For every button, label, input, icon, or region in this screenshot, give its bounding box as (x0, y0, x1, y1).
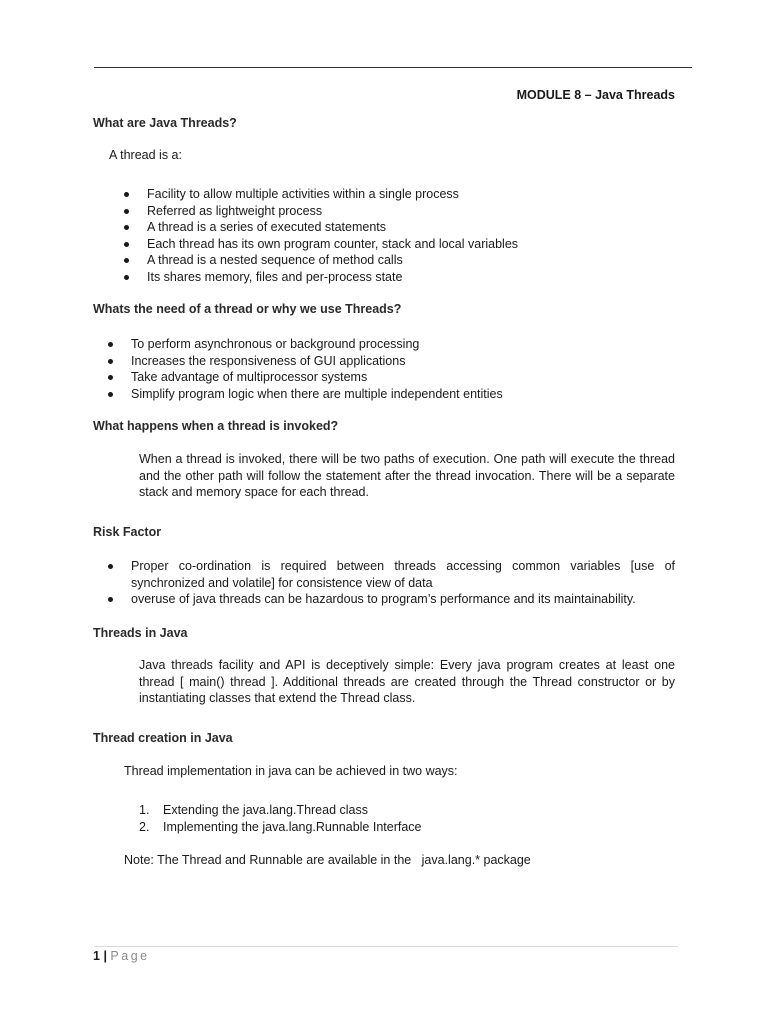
heading-risk-factor: Risk Factor (93, 525, 162, 539)
intro-a-thread-is: A thread is a: (109, 148, 182, 162)
creation-intro: Thread implementation in java can be achieved in two ways: (124, 764, 458, 778)
list-item: Each thread has its own program counter, stack and local variables (147, 236, 687, 253)
invoked-paragraph: When a thread is invoked, there will be two paths of execution. One path will execute the thread and the other path will follow the statement after the thread invocation. There will be a separate stack and memory space for each thread. (139, 452, 675, 500)
list-item: Referred as lightweight process (147, 203, 687, 220)
header-rule (94, 67, 692, 68)
list-item: 2. Implementing the java.lang.Runnable Interface (139, 819, 422, 834)
page-word: Page (110, 949, 150, 963)
list-item: 1. Extending the java.lang.Thread class (139, 803, 368, 817)
bullet-icon (108, 597, 113, 602)
bullet-icon (124, 242, 129, 247)
page-separator: | (103, 949, 107, 963)
page-number: 1 (93, 949, 100, 963)
heading-need-of-thread: Whats the need of a thread or why we use Threads? (93, 302, 402, 316)
list-item: overuse of java threads can be hazardous to program’s performance and its maintainability. (131, 591, 675, 608)
bullet-icon (108, 375, 113, 380)
list-item: Increases the responsiveness of GUI applications (131, 353, 687, 370)
what-bullet-list (147, 186, 687, 286)
bullet-icon (124, 209, 129, 214)
heading-what-are-java-threads: What are Java Threads? (93, 116, 237, 130)
list-item: Facility to allow multiple activities within a single process (147, 186, 687, 203)
list-item: A thread is a series of executed statements (147, 219, 687, 236)
bullet-icon (108, 359, 113, 364)
page-footer (93, 949, 150, 963)
creation-numbered-list (139, 802, 663, 835)
risk-bullet-list (131, 558, 675, 608)
bullet-icon (108, 564, 113, 569)
heading-threads-in-java: Threads in Java (93, 626, 188, 640)
heading-thread-invoked: What happens when a thread is invoked? (93, 419, 339, 433)
list-item: Its shares memory, files and per-process state (147, 269, 687, 286)
list-item: A thread is a nested sequence of method calls (147, 252, 687, 269)
heading-thread-creation: Thread creation in Java (93, 731, 233, 745)
bullet-icon (124, 192, 129, 197)
footer-rule (94, 946, 678, 947)
threads-in-java-paragraph: Java threads facility and API is deceptively simple: Every java program creates at least one thread [ main() thread ]. Additional threads are created through the Thread constructor or by instantiating classes that extend the Thread class. (139, 658, 675, 706)
list-item: Take advantage of multiprocessor systems (131, 369, 687, 386)
creation-note: Note: The Thread and Runnable are available in the java.lang.* package (124, 853, 531, 867)
bullet-icon (108, 392, 113, 397)
list-item: Simplify program logic when there are multiple independent entities (131, 386, 687, 403)
bullet-icon (124, 258, 129, 263)
need-bullet-list (131, 336, 687, 402)
module-title: MODULE 8 – Java Threads (516, 88, 675, 102)
bullet-icon (124, 275, 129, 280)
list-item: Proper co-ordination is required between threads accessing common variables [use of synchronized and volatile] for consistence view of data (131, 558, 675, 591)
bullet-icon (108, 342, 113, 347)
bullet-icon (124, 225, 129, 230)
list-item: To perform asynchronous or background processing (131, 336, 687, 353)
